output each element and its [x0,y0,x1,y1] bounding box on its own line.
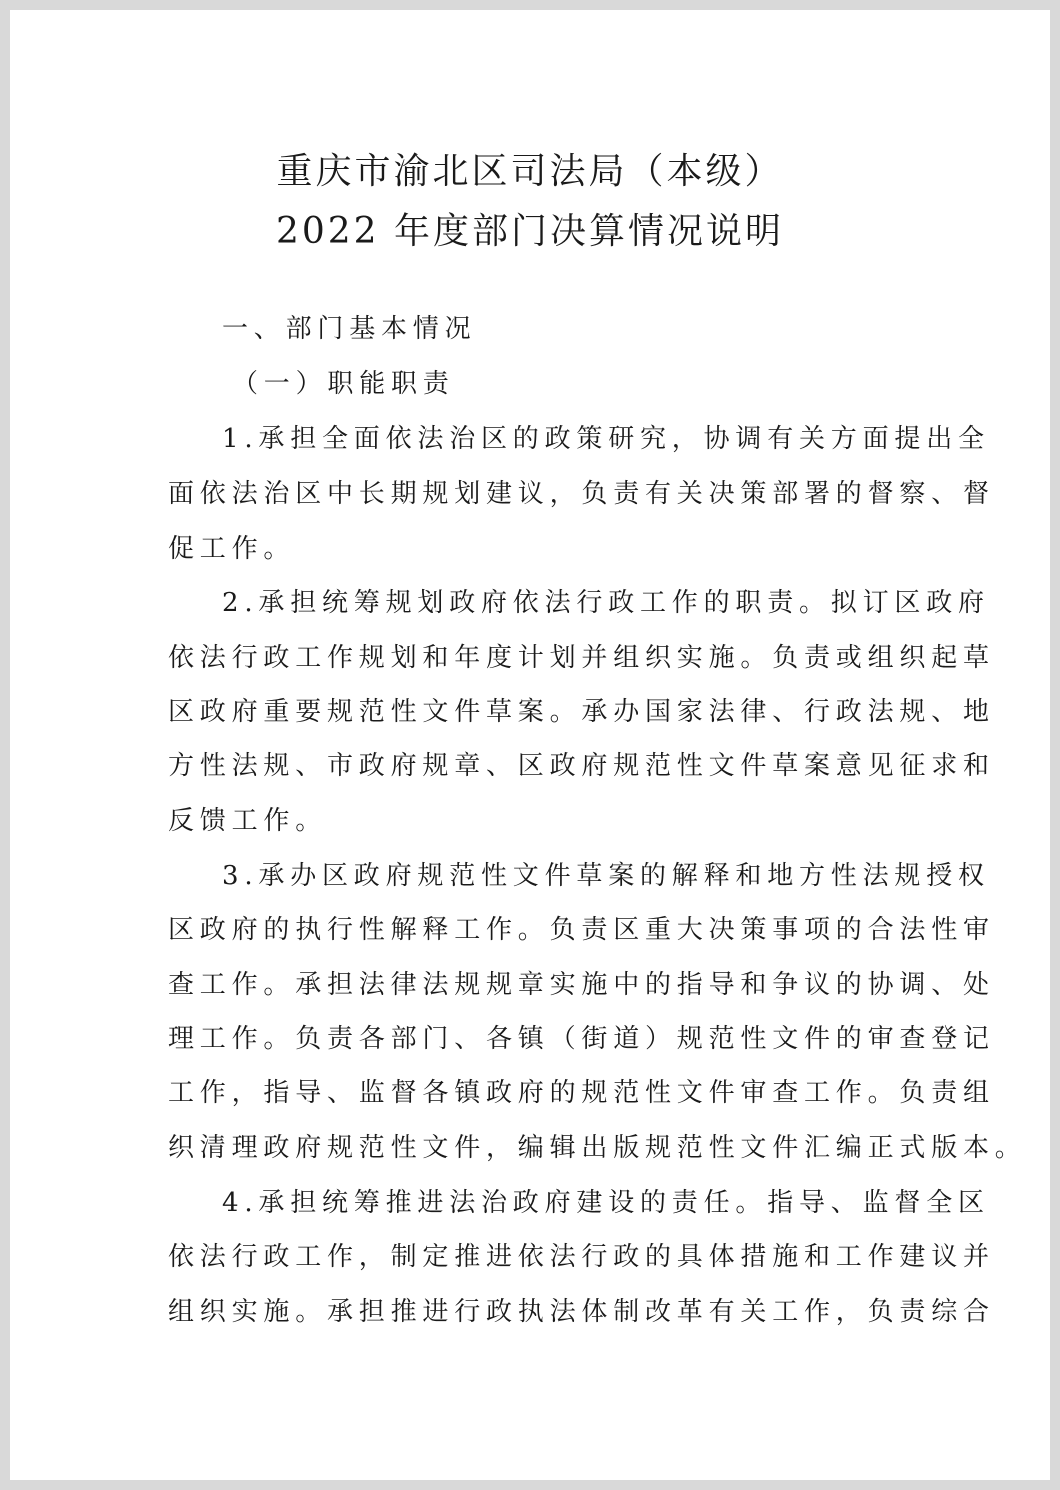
paragraph-line: 织清理政府规范性文件，编辑出版规范性文件汇编正式版本。 [168,1133,1027,1163]
paragraph-line: 查工作。承担法律法规规章实施中的指导和争议的协调、处 [168,970,995,1000]
paragraph-line: 依法行政工作，制定推进依法行政的具体措施和工作建议并 [168,1242,995,1272]
section-heading: 一、部门基本情况 [222,314,477,344]
paragraph-line: 4.承担统筹推进法治政府建设的责任。指导、监督全区 [222,1188,990,1218]
paragraph-line: 3.承办区政府规范性文件草案的解释和地方性法规授权 [222,861,990,891]
paragraph-line: 依法行政工作规划和年度计划并组织实施。负责或组织起草 [168,643,995,673]
document-page [10,10,1050,1480]
document-title-line-2: 2022 年度部门决算情况说明 [275,211,785,252]
subsection-heading: （一）职能职责 [232,369,455,399]
paragraph-line: 工作，指导、监督各镇政府的规范性文件审查工作。负责组 [168,1078,995,1108]
paragraph-line: 区政府重要规范性文件草案。承办国家法律、行政法规、地 [168,697,995,727]
paragraph-line: 面依法治区中长期规划建议，负责有关决策部署的督察、督 [168,479,995,509]
paragraph-line: 反馈工作。 [168,806,328,836]
document-title-line-1: 重庆市渝北区司法局（本级） [276,151,784,192]
paragraph-line: 促工作。 [168,534,296,564]
paragraph-line: 理工作。负责各部门、各镇（街道）规范性文件的审查登记 [168,1024,995,1054]
paragraph-line: 方性法规、市政府规章、区政府规范性文件草案意见征求和 [168,751,995,781]
paragraph-line: 1.承担全面依法治区的政策研究，协调有关方面提出全 [222,424,990,454]
paragraph-line: 区政府的执行性解释工作。负责区重大决策事项的合法性审 [168,915,995,945]
paragraph-line: 组织实施。承担推进行政执法体制改革有关工作，负责综合 [168,1297,995,1327]
paragraph-line: 2.承担统筹规划政府依法行政工作的职责。拟订区政府 [222,588,990,618]
